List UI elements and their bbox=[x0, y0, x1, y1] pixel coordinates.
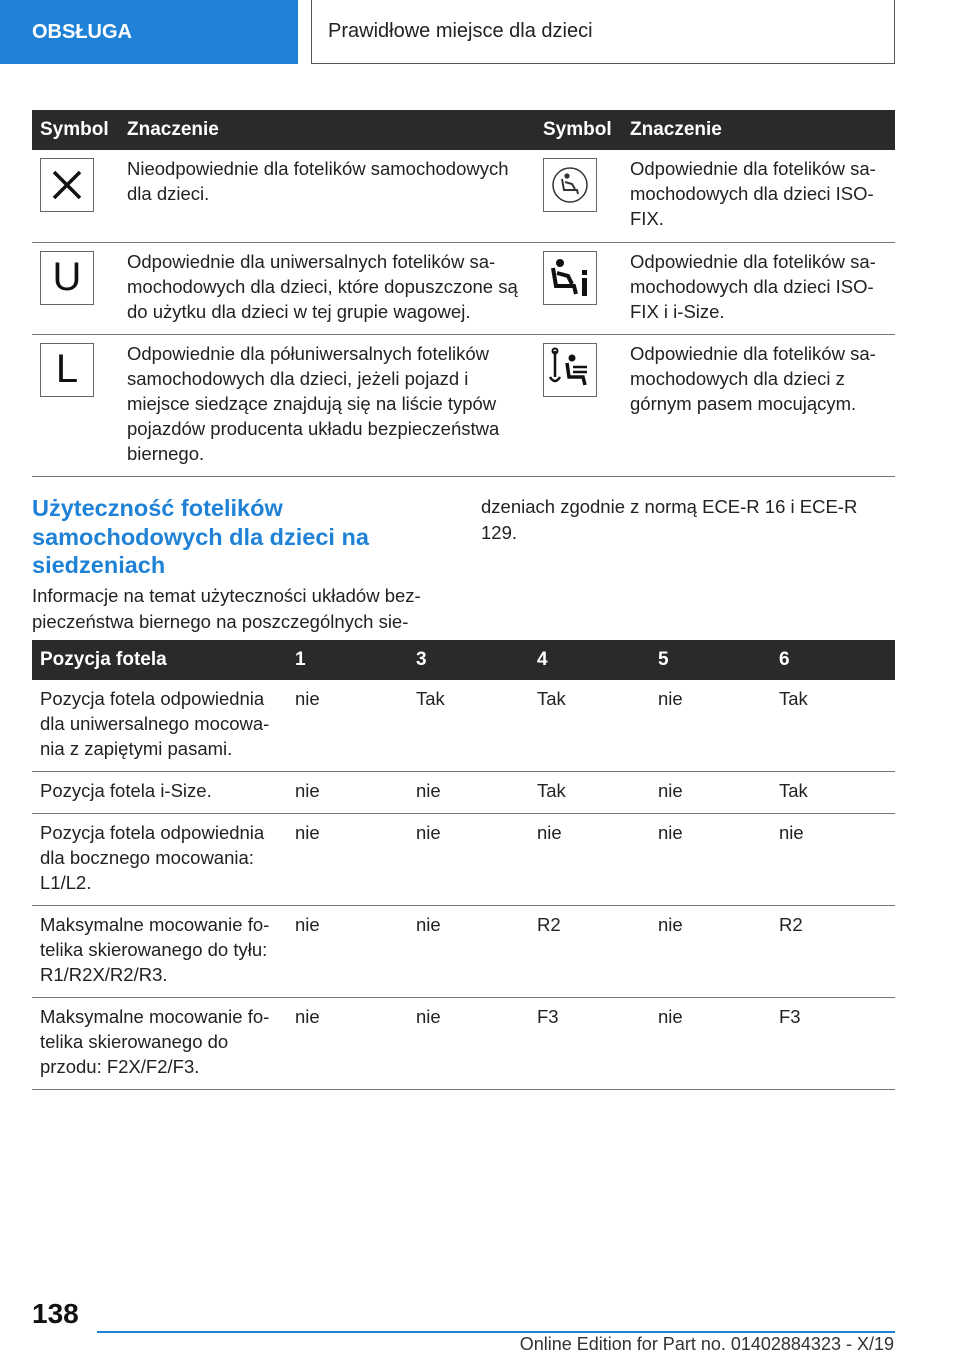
table-cell: nie bbox=[771, 814, 895, 906]
table-cell: nie bbox=[650, 680, 771, 772]
table-cell: nie bbox=[529, 814, 650, 906]
col-header: Znaczenie bbox=[119, 110, 535, 150]
isofix-seat-icon bbox=[543, 158, 597, 212]
table-cell: nie bbox=[650, 814, 771, 906]
symbols-table bbox=[32, 110, 895, 477]
table-cell: Tak bbox=[529, 772, 650, 814]
table-row bbox=[32, 242, 895, 334]
table-cell: nie bbox=[650, 772, 771, 814]
col-header: Znaczenie bbox=[622, 110, 895, 150]
table-cell: nie bbox=[408, 998, 529, 1090]
table-cell: Tak bbox=[771, 680, 895, 772]
col-header: Symbol bbox=[32, 110, 119, 150]
table-row bbox=[32, 814, 895, 906]
page-header bbox=[311, 0, 895, 64]
table-cell: Tak bbox=[408, 680, 529, 772]
position-label: Pozycja fotela odpowiednia dla bocznego mocowania: L1/L2. bbox=[32, 814, 287, 906]
letter-u-icon: U bbox=[40, 251, 94, 305]
table-cell: nie bbox=[287, 998, 408, 1090]
meaning-cell: Odpowiednie dla uniwersalnych fotelików sa-mochodowych dla dzieci, które dopuszczone są do użytku dla dzieci w tej grupie wagowej. bbox=[119, 242, 535, 334]
col-header: 1 bbox=[287, 640, 408, 680]
symbol-cell bbox=[535, 242, 622, 334]
letter-l-icon: L bbox=[40, 343, 94, 397]
meaning-cell: Odpowiednie dla półuniwersalnych fotelików samochodowych dla dzieci, jeżeli pojazd i miejsce siedzące znajdują się na liście typów pojazdów producenta układu bezpieczeństwa biernego. bbox=[119, 334, 535, 476]
table-cell: R2 bbox=[771, 906, 895, 998]
section-paragraph: Informacje na temat użyteczności układów bez-pieczeństwa biernego na poszczególnych sie- bbox=[32, 585, 421, 632]
table-cell: nie bbox=[287, 772, 408, 814]
symbol-cell bbox=[535, 334, 622, 476]
seat-positions-table bbox=[32, 640, 895, 1090]
table-row bbox=[32, 680, 895, 772]
col-header: 4 bbox=[529, 640, 650, 680]
position-label: Maksymalne mocowanie fo-telika skierowanego do przodu: F2X/F2/F3. bbox=[32, 998, 287, 1090]
col-header: Pozycja fotela bbox=[32, 640, 287, 680]
col-header: Symbol bbox=[535, 110, 622, 150]
symbol-cell bbox=[32, 242, 119, 334]
section-label: OBSŁUGA bbox=[32, 20, 132, 43]
table-cell: nie bbox=[650, 906, 771, 998]
position-label: Pozycja fotela i-Size. bbox=[32, 772, 287, 814]
section-tab bbox=[0, 0, 298, 64]
table-cell: F3 bbox=[529, 998, 650, 1090]
table-cell: nie bbox=[408, 814, 529, 906]
page-number: 138 bbox=[32, 1298, 79, 1329]
col-header: 5 bbox=[650, 640, 771, 680]
meaning-cell: Nieodpowiednie dla fotelików samochodowych dla dzieci. bbox=[119, 150, 535, 242]
symbols-header-row bbox=[32, 110, 895, 150]
symbol-cell bbox=[535, 150, 622, 242]
meaning-cell: Odpowiednie dla fotelików sa-mochodowych dla dzieci ISO-FIX. bbox=[622, 150, 895, 242]
table-cell: nie bbox=[408, 772, 529, 814]
position-label: Pozycja fotela odpowiednia dla uniwersalnego mocowa-nia z zapiętymi pasami. bbox=[32, 680, 287, 772]
page-title: Prawidłowe miejsce dla dzieci bbox=[328, 20, 593, 42]
isofix-i-size-icon bbox=[543, 251, 597, 305]
position-label: Maksymalne mocowanie fo-telika skierowanego do tyłu: R1/R2X/R2/R3. bbox=[32, 906, 287, 998]
col-header: 3 bbox=[408, 640, 529, 680]
table-cell: F3 bbox=[771, 998, 895, 1090]
col-header: 6 bbox=[771, 640, 895, 680]
table-cell: nie bbox=[287, 906, 408, 998]
table-row bbox=[32, 998, 895, 1090]
meaning-cell: Odpowiednie dla fotelików sa-mochodowych dla dzieci ISO-FIX i i-Size. bbox=[622, 242, 895, 334]
symbol-cell bbox=[32, 150, 119, 242]
table-row bbox=[32, 772, 895, 814]
table-cell: nie bbox=[287, 680, 408, 772]
top-tether-icon bbox=[543, 343, 597, 397]
section-paragraph-continued: dzeniach zgodnie z normą ECE-R 16 i ECE-R 129. bbox=[481, 496, 858, 543]
x-cross-icon bbox=[40, 158, 94, 212]
table-cell: nie bbox=[650, 998, 771, 1090]
footer-rule bbox=[97, 1331, 895, 1333]
table-cell: nie bbox=[287, 814, 408, 906]
meaning-cell: Odpowiednie dla fotelików sa-mochodowych dla dzieci z górnym pasem mocującym. bbox=[622, 334, 895, 476]
table-cell: Tak bbox=[529, 680, 650, 772]
positions-header-row bbox=[32, 640, 895, 680]
table-cell: R2 bbox=[529, 906, 650, 998]
footer-edition: Online Edition for Part no. 01402884323 - X/19 bbox=[519, 1334, 894, 1354]
table-cell: nie bbox=[408, 906, 529, 998]
symbol-cell bbox=[32, 334, 119, 476]
table-row bbox=[32, 906, 895, 998]
section-heading: Użyteczność fotelików samochodowych dla dzieci na siedzeniach bbox=[32, 495, 369, 578]
table-row bbox=[32, 334, 895, 476]
table-cell: Tak bbox=[771, 772, 895, 814]
table-row bbox=[32, 150, 895, 242]
